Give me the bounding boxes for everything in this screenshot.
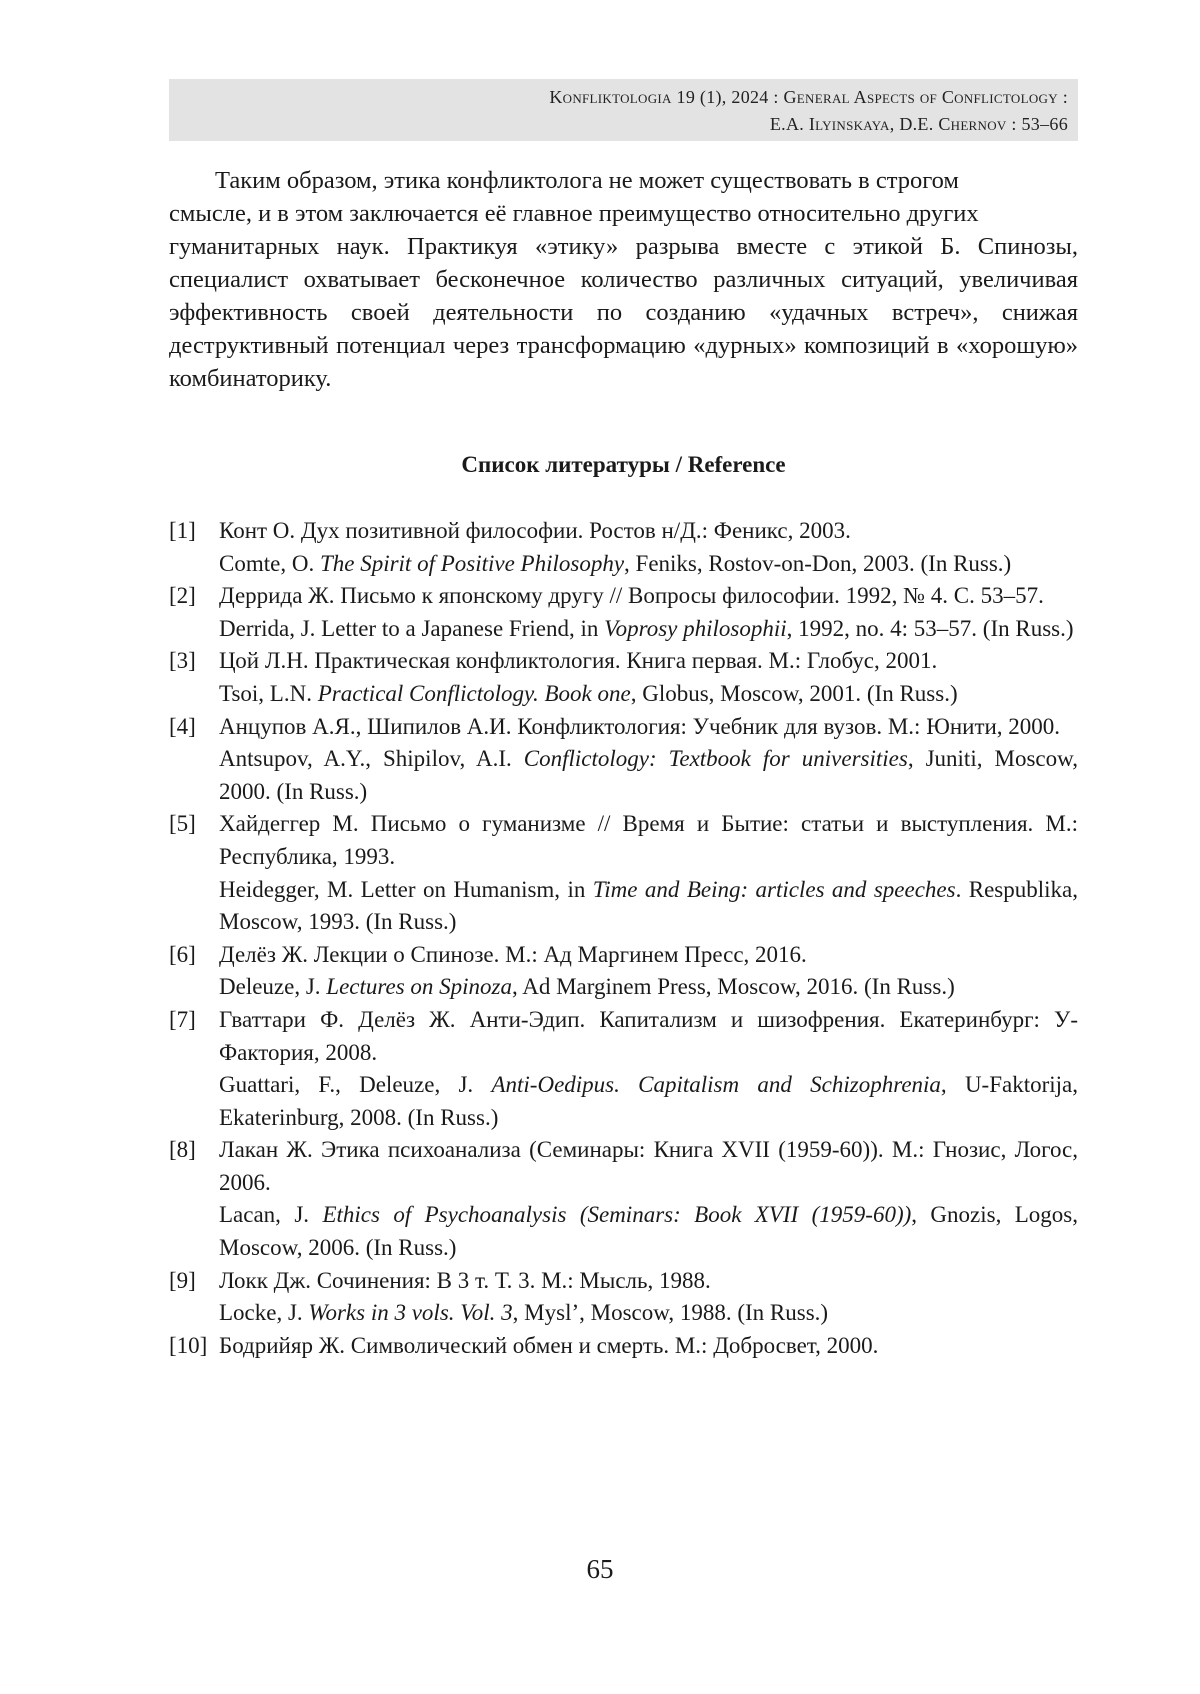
reference-number: [6] <box>169 941 196 967</box>
reference-english-title: Time and Being: articles and speeches <box>592 876 956 902</box>
reference-item <box>169 1004 1078 1134</box>
reference-english-authors: Deleuze, J. <box>219 974 327 1000</box>
reference-body <box>219 1330 1078 1363</box>
header-authors-line: E.A. Ilyinskaya, D.E. Chernov : 53–66 <box>769 114 1068 134</box>
reference-english-title: Conflictology: Textbook for universities <box>523 746 908 772</box>
reference-item <box>169 1134 1078 1264</box>
reference-russian: Локк Дж. Сочинения: В 3 т. Т. 3. М.: Мысль, 1988. <box>219 1267 711 1293</box>
reference-english-details: , Ad Marginem Press, Moscow, 2016. (In Russ.) <box>512 974 955 1000</box>
reference-english <box>219 743 1078 808</box>
reference-english <box>219 1069 1078 1134</box>
references-title: Список литературы / Reference <box>461 452 786 477</box>
reference-russian: Деррида Ж. Письмо к японскому другу // Вопросы философии. 1992, № 4. С. 53–57. <box>219 583 1044 609</box>
reference-russian: Делёз Ж. Лекции о Спинозе. М.: Ад Маргинем Пресс, 2016. <box>219 941 807 967</box>
reference-english-authors: Antsupov, A.Y., Shipilov, A.I. <box>219 746 524 772</box>
reference-body <box>219 1265 1078 1330</box>
reference-russian: Конт О. Дух позитивной философии. Ростов н/Д.: Феникс, 2003. <box>219 518 851 543</box>
reference-number: [1] <box>169 518 196 543</box>
reference-english-title: Practical Conflictology. Book one <box>317 680 631 706</box>
reference-number: [9] <box>169 1267 196 1293</box>
reference-english-details: , Globus, Moscow, 2001. (In Russ.) <box>630 680 958 706</box>
reference-russian: Гваттари Ф. Делёз Ж. Анти-Эдип. Капитализм и шизофрения. Екатеринбург: У-Фактория, 2008. <box>219 1006 1078 1065</box>
reference-body <box>219 1004 1078 1134</box>
page-number: 65 <box>586 1554 614 1584</box>
reference-english-title: Lectures on Spinoza <box>326 974 512 1000</box>
reference-english-authors: Heidegger, M. Letter on Humanism, in <box>219 876 593 902</box>
header-journal-line: Konfliktologia 19 (1), 2024 : General Aspects of Conflictology : <box>549 87 1068 107</box>
reference-body <box>219 939 1078 1004</box>
reference-english-title: Anti-Oedipus. Capitalism and Schizophrenia <box>491 1072 941 1098</box>
reference-english-details: , U-Faktorija, Ekaterinburg, 2008. (In Russ.) <box>219 1072 1079 1130</box>
reference-english-authors: Comte, O. <box>219 550 320 576</box>
reference-english <box>219 971 1078 1004</box>
reference-english-authors: Tsoi, L.N. <box>219 680 318 706</box>
reference-english-authors: Derrida, J. Letter to a Japanese Friend, in <box>219 615 605 641</box>
reference-number: [5] <box>169 811 196 837</box>
reference-body <box>219 645 1078 710</box>
reference-english <box>219 613 1078 646</box>
running-header <box>169 79 1078 141</box>
reference-number: [3] <box>169 648 196 674</box>
reference-english-authors: Lacan, J. <box>219 1202 323 1228</box>
reference-item <box>169 515 1078 580</box>
reference-english-title: The Spirit of Positive Philosophy <box>319 550 625 576</box>
reference-russian: Анцупов А.Я., Шипилов А.И. Конфликтология: Учебник для вузов. М.: Юнити, 2000. <box>219 713 1061 739</box>
reference-russian: Хайдеггер М. Письмо о гуманизме // Время и Бытие: статьи и выступления. М.: Республика, 1993. <box>219 811 1078 869</box>
reference-number: [2] <box>169 583 196 609</box>
reference-english-title: Voprosy philosophii <box>604 615 787 641</box>
reference-english <box>219 1199 1078 1264</box>
reference-english <box>219 1297 1078 1330</box>
body-text-rest: гуманитарных наук. Практикуя «этику» разрыва вместе с этикой Б. Спинозы, специалист охватывает бесконечное количество различных ситуаций, увеличивая эффективность своей деятельности по созданию «удачных встреч», снижая деструктивный потенциал через трансформацию «дурных» композиций в «хорошую» комбинаторику. <box>169 233 1078 392</box>
reference-english-details: . Respublika, Moscow, 1993. (In Russ.) <box>219 876 1078 935</box>
reference-english <box>219 548 1078 581</box>
reference-english <box>219 874 1078 939</box>
reference-body <box>219 808 1078 938</box>
reference-english <box>219 678 1078 711</box>
reference-item <box>169 808 1078 938</box>
reference-item <box>169 645 1078 710</box>
reference-item <box>169 1330 1078 1363</box>
reference-russian: Цой Л.Н. Практическая конфликтология. Книга первая. М.: Глобус, 2001. <box>219 648 938 674</box>
body-paragraph <box>169 164 1078 395</box>
reference-english-title: Works in 3 vols. Vol. 3 <box>308 1300 513 1326</box>
reference-english-authors: Locke, J. <box>219 1300 309 1326</box>
reference-body <box>219 515 1078 580</box>
references-list <box>169 515 1078 1362</box>
body-line-2: смысле, и в этом заключается её главное преимущество относительно других <box>169 200 979 227</box>
reference-item <box>169 939 1078 1004</box>
reference-item <box>169 580 1078 645</box>
reference-english-details: , Juniti, Moscow, 2000. (In Russ.) <box>219 746 1078 804</box>
reference-number: [7] <box>169 1006 196 1032</box>
reference-english-title: Ethics of Psychoanalysis (Seminars: Book XVII (1959-60)) <box>322 1202 912 1228</box>
reference-english-details: , Feniks, Rostov-on-Don, 2003. (In Russ.) <box>624 550 1012 576</box>
reference-item <box>169 1265 1078 1330</box>
reference-english-details: , Mysl’, Moscow, 1988. (In Russ.) <box>512 1300 829 1326</box>
reference-russian: Лакан Ж. Этика психоанализа (Семинары: Книга XVII (1959-60)). М.: Гнозис, Логос, 2006. <box>219 1137 1078 1195</box>
reference-body <box>219 580 1078 645</box>
reference-number: [10] <box>169 1332 208 1358</box>
reference-item <box>169 711 1078 809</box>
reference-english-details: , Gnozis, Logos, Moscow, 2006. (In Russ.) <box>219 1202 1078 1261</box>
body-line-1: Таким образом, этика конфликтолога не может существовать в строгом <box>215 167 959 194</box>
reference-number: [8] <box>169 1137 196 1163</box>
reference-english-authors: Guattari, F., Deleuze, J. <box>219 1072 492 1098</box>
reference-english-details: , 1992, no. 4: 53–57. (In Russ.) <box>786 615 1074 641</box>
reference-russian: Бодрийяр Ж. Символический обмен и смерть. М.: Добросвет, 2000. <box>219 1332 879 1358</box>
reference-body <box>219 1134 1078 1264</box>
reference-body <box>219 711 1078 809</box>
reference-number: [4] <box>169 713 196 739</box>
